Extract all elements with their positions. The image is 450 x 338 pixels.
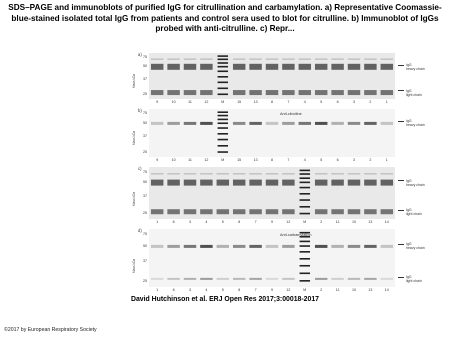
probe-label: Anti-citrulline (280, 111, 302, 116)
lane-label: 8 (238, 288, 241, 292)
heavy-chain-band (315, 245, 327, 248)
light-chain-band (167, 90, 179, 95)
lane-label: 12 (286, 288, 291, 292)
light-chain-band (217, 278, 229, 280)
light-chain-band (331, 90, 343, 95)
heavy-chain-band (348, 245, 360, 248)
light-chain-band (315, 278, 327, 280)
heavy-chain-band (167, 180, 179, 186)
lane-label: 12 (286, 220, 291, 224)
light-chain-band (315, 209, 327, 214)
lane-label: 12 (204, 100, 209, 104)
minor-band (151, 59, 163, 60)
minor-band (217, 173, 229, 174)
ladder-band (218, 76, 228, 78)
axis-label-kda: Mass kDa (132, 191, 136, 206)
lane-label: M (303, 220, 307, 224)
annotation-text: light chain (406, 92, 422, 97)
heavy-chain-band (348, 122, 360, 125)
annotation-text: IgG (406, 207, 412, 212)
annotation-text: heavy chain (406, 182, 425, 187)
axis-label-kda: Mass kDa (132, 73, 136, 88)
lane-labels (149, 288, 395, 294)
gel-panel (130, 109, 430, 165)
heavy-chain-band (249, 64, 261, 70)
heavy-chain-band (233, 122, 245, 125)
gel-panel (130, 229, 430, 295)
heavy-chain-band (381, 180, 393, 186)
heavy-chain-band (331, 64, 343, 70)
heavy-chain-annotation (398, 242, 425, 250)
minor-band (364, 173, 376, 174)
minor-band (315, 59, 327, 60)
ladder-band (300, 193, 310, 195)
minor-band (348, 173, 360, 174)
ladder-band (300, 241, 310, 243)
annotation-text: IgG (406, 274, 412, 279)
light-chain-band (348, 209, 360, 214)
light-chain-band (282, 278, 294, 280)
marker-label: 50 (143, 243, 147, 248)
annotation-arrow (398, 121, 404, 122)
lane-label: 8 (238, 220, 241, 224)
lane-label: 13 (253, 100, 258, 104)
ladder-band (300, 206, 310, 208)
marker-label: 75 (143, 169, 147, 174)
axis-label-kda: Mass kDa (132, 258, 136, 273)
lane-label: 15 (237, 100, 242, 104)
light-chain-band (167, 278, 179, 280)
marker-label: 25 (143, 149, 147, 154)
annotation-text: heavy chain (406, 123, 425, 128)
heavy-chain-band (331, 122, 343, 125)
ladder-band (218, 151, 228, 153)
lane-label: 7 (254, 288, 257, 292)
lane-label: 3 (189, 220, 191, 224)
lane-label: 9 (271, 288, 273, 292)
heavy-chain-annotation (398, 63, 425, 71)
marker-label: 37 (143, 76, 147, 81)
lane-label: 13 (368, 220, 373, 224)
light-chain-band (233, 209, 245, 214)
ladder-band (300, 173, 310, 175)
minor-band (364, 59, 376, 60)
citation-credit: David Hutchinson et al. ERJ Open Res 2017;3:00018-2017 (130, 296, 320, 303)
heavy-chain-band (266, 245, 278, 248)
minor-band (233, 173, 245, 174)
lane-labels (149, 220, 395, 226)
heavy-chain-band (167, 64, 179, 70)
lane-label: 7 (254, 220, 257, 224)
light-chain-band (331, 209, 343, 214)
gel-image (149, 229, 395, 287)
heavy-chain-band (217, 180, 229, 186)
panel-label: c) (138, 166, 142, 171)
lane-label: 11 (188, 100, 192, 104)
minor-band (348, 59, 360, 60)
lane-label: 3 (353, 158, 355, 162)
lane-label: 2 (320, 220, 323, 224)
heavy-chain-band (184, 122, 196, 125)
annotation-text: IgG (406, 62, 412, 67)
annotation-text: heavy chain (406, 66, 425, 71)
light-chain-band (184, 209, 196, 214)
heavy-chain-band (364, 245, 376, 248)
lane-label: 7 (287, 100, 290, 104)
annotation-text: light chain (406, 211, 422, 216)
figure-title: SDS–PAGE and immunoblots of purified IgG for citrullination and carbamylation. a) Representative Coomassie-blue-stained isolated total IgG from patients and control sera used to blot for citrulline. b) Immunoblot of IgGs probed with anti-citrulline. c) Repr... (8, 3, 442, 34)
minor-band (331, 173, 343, 174)
heavy-chain-band (381, 64, 393, 70)
ladder-band (218, 62, 228, 64)
marker-label: 37 (143, 194, 147, 199)
lane-label: 4 (205, 288, 208, 292)
lane-label: 2 (320, 288, 323, 292)
lane-label: 11 (188, 158, 192, 162)
minor-band (184, 59, 196, 60)
lane-label: 6 (336, 158, 339, 162)
lane-label: 5 (221, 288, 224, 292)
minor-band (282, 173, 294, 174)
lane-label: 1 (385, 100, 388, 104)
light-chain-band (348, 90, 360, 95)
heavy-chain-band (348, 64, 360, 70)
lane-label: 10 (171, 158, 176, 162)
light-chain-band (331, 278, 343, 280)
ladder-band (218, 133, 228, 135)
heavy-chain-band (200, 180, 212, 186)
heavy-chain-band (381, 245, 393, 248)
heavy-chain-band (282, 180, 294, 186)
lane-labels (149, 100, 395, 106)
lane-label: 5 (320, 100, 323, 104)
lane-label: 13 (253, 158, 258, 162)
lane-label: 5 (320, 158, 323, 162)
annotation-arrow (398, 277, 404, 278)
heavy-chain-band (364, 122, 376, 125)
heavy-chain-band (364, 180, 376, 186)
lane-label: 10 (352, 220, 356, 224)
marker-label: 25 (143, 211, 147, 216)
lane-label: 9 (156, 100, 159, 104)
heavy-chain-band (364, 64, 376, 70)
light-chain-band (315, 90, 327, 95)
lane-label: 4 (303, 100, 306, 104)
light-chain-band (381, 278, 393, 280)
annotation-arrow (398, 180, 404, 181)
lane-label: 6 (172, 220, 175, 224)
minor-band (167, 59, 179, 60)
probe-label: Anti-carbamylation (280, 232, 312, 237)
heavy-chain-band (233, 64, 245, 70)
heavy-chain-band (184, 180, 196, 186)
annotation-text: IgG (406, 119, 412, 124)
gel-image (149, 167, 395, 219)
light-chain-band (266, 90, 278, 95)
light-chain-annotation (398, 208, 422, 216)
light-chain-band (249, 209, 261, 214)
light-chain-band (249, 278, 261, 280)
gel-panel (130, 167, 430, 227)
heavy-chain-band (217, 245, 229, 248)
ladder-band (218, 55, 228, 57)
light-chain-band (200, 209, 212, 214)
heavy-chain-annotation (398, 179, 425, 187)
heavy-chain-band (299, 122, 311, 125)
light-chain-band (200, 90, 212, 95)
lane-label: 12 (204, 158, 209, 162)
ladder-band (218, 82, 228, 84)
lane-labels (149, 158, 395, 164)
annotation-arrow (398, 244, 404, 245)
axis-label-kda: Mass kDa (132, 130, 136, 145)
heavy-chain-band (315, 180, 327, 186)
lane-label: 2 (369, 100, 372, 104)
lane-label: 2 (369, 158, 372, 162)
ladder-band (218, 127, 228, 129)
ladder-band (218, 122, 228, 124)
annotation-arrow (398, 210, 404, 211)
heavy-chain-band (381, 122, 393, 125)
gel-image (149, 109, 395, 157)
ladder-band (300, 177, 310, 179)
ladder-band (218, 88, 228, 90)
heavy-chain-annotation (398, 119, 425, 127)
minor-band (200, 173, 212, 174)
light-chain-annotation (398, 275, 422, 283)
lane-label: M (221, 100, 225, 104)
marker-label: 75 (143, 232, 147, 237)
light-chain-band (233, 90, 245, 95)
lane-label: 10 (171, 100, 176, 104)
heavy-chain-band (266, 122, 278, 125)
copyright-notice: ©2017 by European Respiratory Society (4, 327, 97, 333)
heavy-chain-band (233, 180, 245, 186)
heavy-chain-band (249, 180, 261, 186)
ladder-band (218, 145, 228, 147)
gel-background (149, 109, 395, 157)
heavy-chain-band (315, 64, 327, 70)
light-chain-band (167, 209, 179, 214)
heavy-chain-band (200, 245, 212, 248)
gel-panel (130, 53, 430, 107)
ladder-band (300, 273, 310, 275)
lane-label: 7 (287, 158, 290, 162)
ladder-band (218, 119, 228, 121)
heavy-chain-band (184, 64, 196, 70)
heavy-chain-band (151, 64, 163, 70)
heavy-chain-band (167, 245, 179, 248)
annotation-text: IgG (406, 178, 412, 183)
ladder-band (218, 93, 228, 95)
light-chain-band (184, 278, 196, 280)
lane-label: M (221, 158, 225, 162)
marker-label: 37 (143, 259, 147, 264)
heavy-chain-band (200, 64, 212, 70)
marker-label: 37 (143, 133, 147, 138)
marker-label: 75 (143, 111, 147, 116)
heavy-chain-band (151, 180, 163, 186)
lane-label: 1 (156, 288, 159, 292)
minor-band (184, 173, 196, 174)
light-chain-band (381, 90, 393, 95)
light-chain-band (266, 209, 278, 214)
lane-label: 8 (271, 158, 273, 162)
gel-figure (130, 53, 430, 297)
marker-label: 25 (143, 91, 147, 96)
heavy-chain-band (348, 180, 360, 186)
light-chain-band (364, 209, 376, 214)
light-chain-band (233, 278, 245, 280)
ladder-band (218, 66, 228, 68)
ladder-band (218, 139, 228, 141)
annotation-text: IgG (406, 88, 412, 93)
annotation-text: heavy chain (406, 246, 425, 251)
lane-label: 9 (156, 158, 159, 162)
ladder-band (300, 258, 310, 260)
lane-label: 6 (172, 288, 175, 292)
minor-band (299, 59, 311, 60)
heavy-chain-band (282, 245, 294, 248)
ladder-band (300, 251, 310, 253)
minor-band (249, 173, 261, 174)
lane-label: 14 (384, 220, 389, 224)
ladder-band (300, 280, 310, 282)
heavy-chain-band (151, 245, 163, 248)
heavy-chain-band (249, 245, 261, 248)
heavy-chain-band (331, 180, 343, 186)
annotation-arrow (398, 65, 404, 66)
light-chain-band (249, 90, 261, 95)
minor-band (381, 59, 393, 60)
minor-band (233, 59, 245, 60)
heavy-chain-band (282, 122, 294, 125)
light-chain-band (381, 209, 393, 214)
minor-band (331, 59, 343, 60)
marker-label: 50 (143, 64, 147, 69)
minor-band (266, 173, 278, 174)
ladder-band (300, 199, 310, 201)
heavy-chain-band (151, 122, 163, 125)
ladder-band (300, 187, 310, 189)
marker-label: 75 (143, 55, 147, 60)
heavy-chain-band (282, 64, 294, 70)
ladder-band (218, 59, 228, 61)
minor-band (200, 59, 212, 60)
heavy-chain-band (200, 122, 212, 125)
lane-label: 4 (303, 158, 306, 162)
lane-label: 3 (189, 288, 191, 292)
annotation-text: light chain (406, 278, 422, 283)
light-chain-band (151, 90, 163, 95)
lane-label: M (303, 288, 307, 292)
minor-band (266, 59, 278, 60)
light-chain-band (282, 90, 294, 95)
heavy-chain-band (184, 245, 196, 248)
light-chain-band (184, 90, 196, 95)
panel-label: b) (138, 108, 142, 113)
ladder-band (300, 182, 310, 184)
heavy-chain-band (299, 64, 311, 70)
marker-label: 50 (143, 120, 147, 125)
minor-band (381, 173, 393, 174)
lane-label: 4 (205, 220, 208, 224)
minor-band (167, 173, 179, 174)
light-chain-band (282, 209, 294, 214)
panel-label: d) (138, 228, 142, 233)
panel-label: a) (138, 52, 142, 57)
lane-label: 15 (237, 158, 242, 162)
ladder-band (300, 265, 310, 267)
lane-label: 1 (156, 220, 159, 224)
lane-label: 10 (352, 288, 356, 292)
minor-band (249, 59, 261, 60)
marker-label: 25 (143, 278, 147, 283)
lane-label: 3 (353, 100, 355, 104)
gel-image (149, 53, 395, 99)
ladder-band (218, 70, 228, 72)
lane-label: 13 (368, 288, 373, 292)
light-chain-annotation (398, 89, 422, 97)
heavy-chain-band (331, 245, 343, 248)
lane-label: 5 (221, 220, 224, 224)
heavy-chain-band (249, 122, 261, 125)
ladder-band (300, 170, 310, 172)
lane-label: 9 (271, 220, 273, 224)
heavy-chain-band (315, 122, 327, 125)
marker-label: 50 (143, 180, 147, 185)
lane-label: 8 (271, 100, 273, 104)
heavy-chain-band (266, 64, 278, 70)
light-chain-band (364, 90, 376, 95)
ladder-band (300, 245, 310, 247)
minor-band (151, 173, 163, 174)
light-chain-band (348, 278, 360, 280)
light-chain-band (151, 209, 163, 214)
annotation-text: IgG (406, 242, 412, 247)
ladder-band (218, 111, 228, 113)
ladder-band (218, 115, 228, 117)
ladder-band (300, 213, 310, 215)
lane-label: 6 (336, 100, 339, 104)
light-chain-band (364, 278, 376, 280)
lane-label: 14 (384, 288, 389, 292)
light-chain-band (151, 278, 163, 280)
heavy-chain-band (167, 122, 179, 125)
lane-label: 11 (335, 288, 340, 292)
heavy-chain-band (233, 245, 245, 248)
lane-label: 1 (385, 158, 388, 162)
lane-label: 11 (335, 220, 340, 224)
light-chain-band (217, 209, 229, 214)
light-chain-band (299, 90, 311, 95)
light-chain-band (266, 278, 278, 280)
heavy-chain-band (266, 180, 278, 186)
minor-band (315, 173, 327, 174)
annotation-arrow (398, 90, 404, 91)
minor-band (282, 59, 294, 60)
light-chain-band (200, 278, 212, 280)
